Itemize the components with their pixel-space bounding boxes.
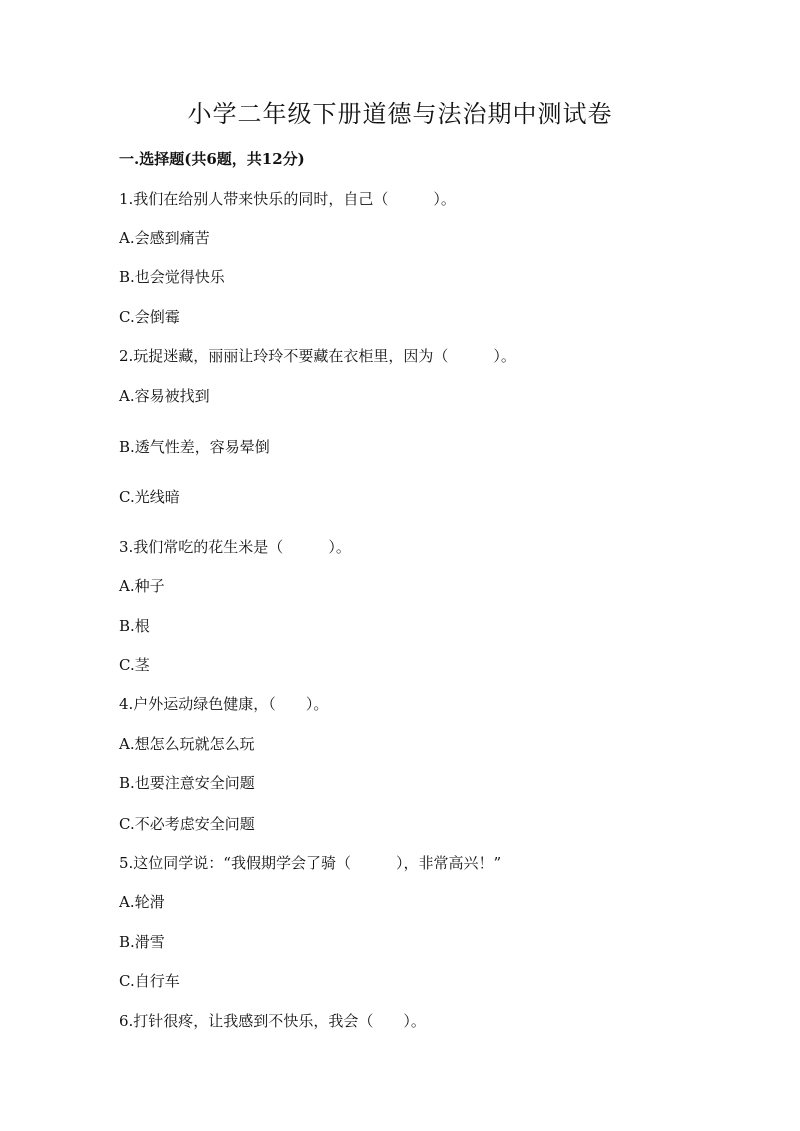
- question-2-option-a: A.容易被找到: [119, 387, 210, 405]
- question-4-option-a: A.想怎么玩就怎么玩: [119, 735, 255, 753]
- question-3-option-a: A.种子: [119, 577, 165, 595]
- question-2-option-b: B.透气性差，容易晕倒: [119, 438, 270, 456]
- section-heading: 一.选择题(共6题，共12分): [119, 150, 305, 168]
- question-4-option-c: C.不必考虑安全问题: [119, 815, 255, 833]
- question-1-option-a: A.会感到痛苦: [119, 229, 210, 247]
- question-5-stem: 5.这位同学说：“我假期学会了骑（ ），非常高兴！”: [119, 854, 502, 872]
- question-3-stem: 3.我们常吃的花生米是（ ）。: [119, 538, 351, 556]
- question-2-stem: 2.玩捉迷藏，丽丽让玲玲不要藏在衣柜里，因为（ ）。: [119, 347, 516, 365]
- page-title: 小学二年级下册道德与法治期中测试卷: [187, 100, 613, 128]
- question-3-option-b: B.根: [119, 617, 150, 635]
- question-5-option-a: A.轮滑: [119, 893, 165, 911]
- question-2-option-c: C.光线暗: [119, 488, 180, 506]
- question-4-stem: 4.户外运动绿色健康，（ ）。: [119, 695, 329, 713]
- question-3-option-c: C.茎: [119, 656, 150, 674]
- question-5-option-c: C.自行车: [119, 972, 180, 990]
- question-1-option-c: C.会倒霉: [119, 308, 180, 326]
- question-1-stem: 1.我们在给别人带来快乐的同时，自己（ ）。: [119, 190, 456, 208]
- question-6-stem: 6.打针很疼，让我感到不快乐，我会（ ）。: [119, 1012, 426, 1030]
- question-5-option-b: B.滑雪: [119, 933, 165, 951]
- question-4-option-b: B.也要注意安全问题: [119, 774, 255, 792]
- question-1-option-b: B.也会觉得快乐: [119, 268, 225, 286]
